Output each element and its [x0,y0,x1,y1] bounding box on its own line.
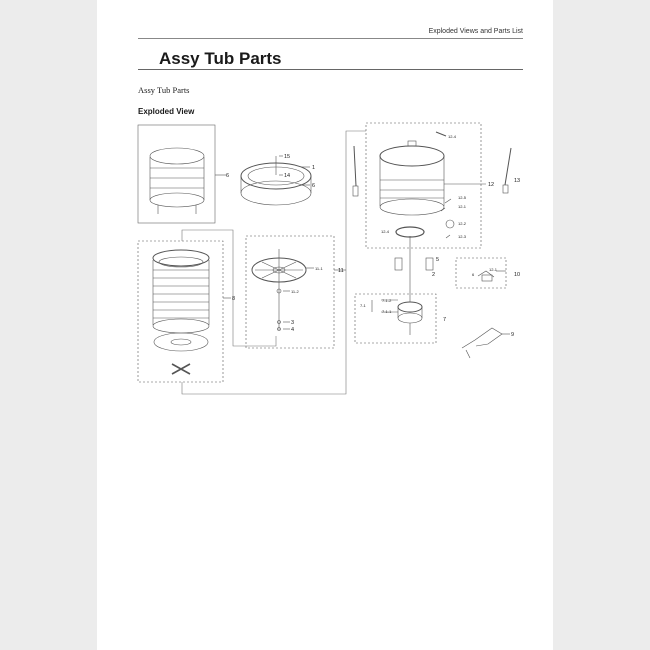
callout-12-2: 12-2 [458,221,467,226]
callout-7-1: 7-1 [360,303,366,308]
callout-10-sub: 12-1 [489,267,498,272]
callout-14: 14 [284,173,291,179]
callout-1: 1 [312,165,316,171]
callout-12-5: 12-5 [458,195,467,200]
callout-12-4-top: 12-4 [448,134,457,139]
callout-11-1: 11-1 [315,266,323,271]
outer-tub-box [138,125,215,223]
section-heading: Exploded View [138,107,195,116]
callout-4: 4 [291,327,295,333]
callout-12-3: 12-3 [458,234,467,239]
running-header: Exploded Views and Parts List [428,28,523,35]
callout-7-1-1: 7-1-1 [382,309,392,314]
callout-10-6: 6 [472,272,475,277]
subtitle: Assy Tub Parts [138,85,190,95]
callout-2: 2 [432,272,436,278]
callout-12: 12 [488,182,495,188]
callout-9: 9 [511,332,515,338]
callout-8: 8 [232,296,236,302]
callout-6b: 6 [312,183,316,189]
callout-13: 13 [514,178,521,184]
callout-15: 15 [284,154,291,160]
callout-7: 7 [443,317,447,323]
callout-6: 6 [226,173,230,179]
callout-5: 5 [436,257,440,263]
callout-12-1: 12-1 [458,204,467,209]
callout-11: 11 [338,268,344,274]
page-title: Assy Tub Parts [159,49,282,68]
callout-10: 10 [514,272,521,278]
callout-12-4: 12-4 [381,229,390,234]
callout-7-1-2: 7-1-2 [382,298,392,303]
callout-3: 3 [291,320,295,326]
callout-11-2: 11-2 [291,289,299,294]
